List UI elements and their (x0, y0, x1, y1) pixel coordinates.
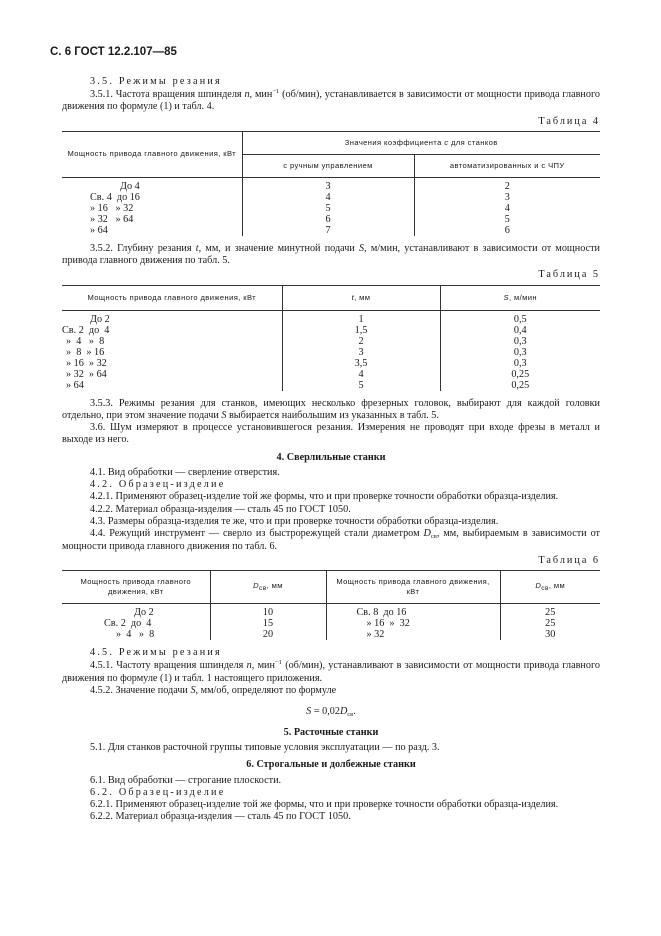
table-cell: » 4 » 8 (116, 629, 155, 641)
table-cell: » 16 » 32 (326, 618, 500, 629)
table-6-header-power-right: Мощность привода главного движения, кВт (326, 571, 500, 604)
table-cell: » 32 » 64 (66, 368, 107, 380)
table-5-header-depth: t, мм (282, 285, 440, 310)
table-6-header-power-left: Мощность привода главного движения, кВт (62, 571, 210, 604)
paragraph-4-2: 4.2. Образец-изделие (90, 479, 226, 491)
table-row (62, 629, 600, 640)
table-cell: Св. 8 до 16 (326, 604, 500, 619)
table-row (62, 618, 600, 629)
table-cell: До 2 (134, 607, 154, 619)
table-6-header-diameter-right: Dсв, мм (500, 571, 600, 604)
paragraph-6-2-2: 6.2.2. Материал образца-изделия — сталь 45 по ГОСТ 1050. (90, 811, 351, 823)
table-cell: 4 (282, 369, 440, 380)
table-cell: Св. 4 до 16 (90, 191, 140, 203)
table-cell: » 8 » 16 (66, 346, 105, 358)
table-5-header-power: Мощность привода главного движения, кВт (62, 285, 282, 310)
table-4 (62, 131, 600, 236)
paragraph-5-1: 5.1. Для станков расточной группы типовые условия эксплуатации — по разд. 3. (90, 742, 440, 754)
table-row (62, 336, 600, 347)
table-4-header-group: Значения коэффициента c для станков (242, 131, 600, 154)
table-cell: 2 (282, 336, 440, 347)
table-cell: 2 (414, 177, 600, 192)
table-cell: 0,3 (440, 358, 600, 369)
table-4-header-manual: с ручным управлением (242, 154, 414, 177)
table-6 (62, 570, 600, 640)
table-cell: 1,5 (282, 325, 440, 336)
table-cell: 10 (210, 604, 326, 619)
paragraph-6-2: 6.2. Образец-изделие (90, 786, 226, 798)
table-cell: 3 (242, 177, 414, 192)
table-cell: » 16 » 32 (90, 202, 134, 214)
paragraph-6-2-1: 6.2.1. Применяют образец-изделие той же формы, что и при проверке точности обработки образца-изделия. (90, 799, 559, 811)
table-cell: 30 (500, 629, 600, 640)
table-cell: Св. 2 до 4 (104, 618, 152, 630)
table-cell: 5 (242, 203, 414, 214)
table-cell: » 32 (326, 629, 500, 640)
table-cell: » 16 » 32 (66, 357, 107, 369)
table-cell: 0,25 (440, 380, 600, 391)
table-cell: 0,5 (440, 310, 600, 325)
paragraph-4-4: 4.4. Режущий инструмент — сверло из быстрорежущей стали диаметром $D_{св}$, мм, выбираемым в зависимости от мощности привода главного движения по табл. 6. (62, 527, 600, 552)
table-row (62, 203, 600, 214)
section-6-title: 6. Строгальные и долбежные станки (246, 759, 416, 771)
section-3-5-title: 3.5. Режимы резания (90, 76, 222, 87)
table-row (62, 347, 600, 358)
table-4-header-cnc: автоматизированных и с ЧПУ (414, 154, 600, 177)
section-4-title: 4. Сверлильные станки (276, 451, 386, 463)
table-cell: 3 (414, 192, 600, 203)
table-row (62, 604, 600, 619)
table-cell: 0,3 (440, 336, 600, 347)
table-row (62, 310, 600, 325)
table-cell: 20 (210, 629, 326, 640)
table-cell: 3 (282, 347, 440, 358)
table-row (62, 192, 600, 203)
table-cell: » 32 » 64 (90, 213, 134, 225)
table-cell: До 4 (120, 180, 140, 192)
table-cell: 6 (242, 214, 414, 225)
table-4-caption: Таблица 4 (538, 115, 600, 127)
table-cell: 5 (414, 214, 600, 225)
paragraph-4-5-1: 4.5.1. Частоту вращения шпинделя n, мин$^{-1}$ (об/мин), устанавливают в зависимости от мощности привода главного движения по формуле (1) и табл. 1 настоящего приложения. (62, 659, 600, 684)
table-5-header-feed: S, м/мин (440, 285, 600, 310)
page-header: С. 6 ГОСТ 12.2.107—85 (50, 46, 177, 58)
table-6-caption: Таблица 6 (538, 555, 600, 567)
table-cell: Св. 2 до 4 (62, 324, 110, 336)
table-row (62, 214, 600, 225)
table-row (62, 325, 600, 336)
document-body (62, 76, 600, 824)
table-cell: 25 (500, 604, 600, 619)
table-5-caption: Таблица 5 (538, 269, 600, 281)
table-cell: 7 (242, 225, 414, 236)
paragraph-4-5-2: 4.5.2. Значение подачи S, мм/об, определяют по формуле (90, 684, 337, 696)
table-row (62, 358, 600, 369)
table-cell: 4 (242, 192, 414, 203)
table-6-header-diameter-left: Dсв, мм (210, 571, 326, 604)
table-cell: 4 (414, 203, 600, 214)
table-cell: » 64 (90, 224, 108, 236)
paragraph-4-2-1: 4.2.1. Применяют образец-изделие той же формы, что и при проверке точности обработки образца-изделия. (90, 491, 559, 503)
paragraph-3-5-3: 3.5.3. Режимы резания для станков, имеющих несколько фрезерных головок, выбирают для каждой головки отдельно, при этом значение подачи S выбирается наибольшим из указанных в табл. 5. (62, 397, 600, 421)
table-row (62, 369, 600, 380)
paragraph-4-2-2: 4.2.2. Материал образца-изделия — сталь 45 по ГОСТ 1050. (90, 503, 351, 515)
table-cell: 0,3 (440, 347, 600, 358)
table-row (62, 177, 600, 192)
paragraph-4-1: 4.1. Вид обработки — сверление отверстия. (90, 466, 280, 478)
table-row (62, 225, 600, 236)
table-4-header-power: Мощность привода главного движения, кВт (62, 131, 242, 177)
table-cell: » 64 (66, 379, 84, 391)
paragraph-3-5-1: 3.5.1. Частота вращения шпинделя n, мин$^{-1}$ (об/мин), устанавливается в зависимости от мощности привода главного движения по формуле (1) и табл. 4. (62, 88, 600, 113)
table-cell: 0,25 (440, 369, 600, 380)
table-cell: 6 (414, 225, 600, 236)
paragraph-4-5: 4.5. Режимы резания (90, 647, 222, 659)
paragraph-6-1: 6.1. Вид обработки — строгание плоскости. (90, 774, 282, 786)
paragraph-4-3: 4.3. Размеры образца-изделия те же, что и при проверке точности обработки образца-изделия. (90, 515, 499, 527)
table-cell: 5 (282, 380, 440, 391)
table-cell: 0,4 (440, 325, 600, 336)
table-cell: 1 (282, 310, 440, 325)
table-5 (62, 285, 600, 391)
table-cell: До 2 (90, 313, 110, 325)
table-cell: 3,5 (282, 358, 440, 369)
paragraph-3-6: 3.6. Шум измеряют в процессе установившегося резания. Измерения не проводят при входе фрезы в металл и выходе из него. (62, 422, 600, 446)
table-cell: » 4 » 8 (66, 335, 105, 347)
paragraph-3-5-2: 3.5.2. Глубину резания t, мм, и значение минутной подачи S, м/мин, устанавливают в зависимости от мощности привода главного движения по табл. 5. (62, 242, 600, 267)
table-cell: 25 (500, 618, 600, 629)
formula-feed: $S = 0,02D_{св}$. (306, 706, 356, 719)
section-5-title: 5. Расточные станки (283, 726, 379, 738)
table-row (62, 380, 600, 391)
table-cell: 15 (210, 618, 326, 629)
